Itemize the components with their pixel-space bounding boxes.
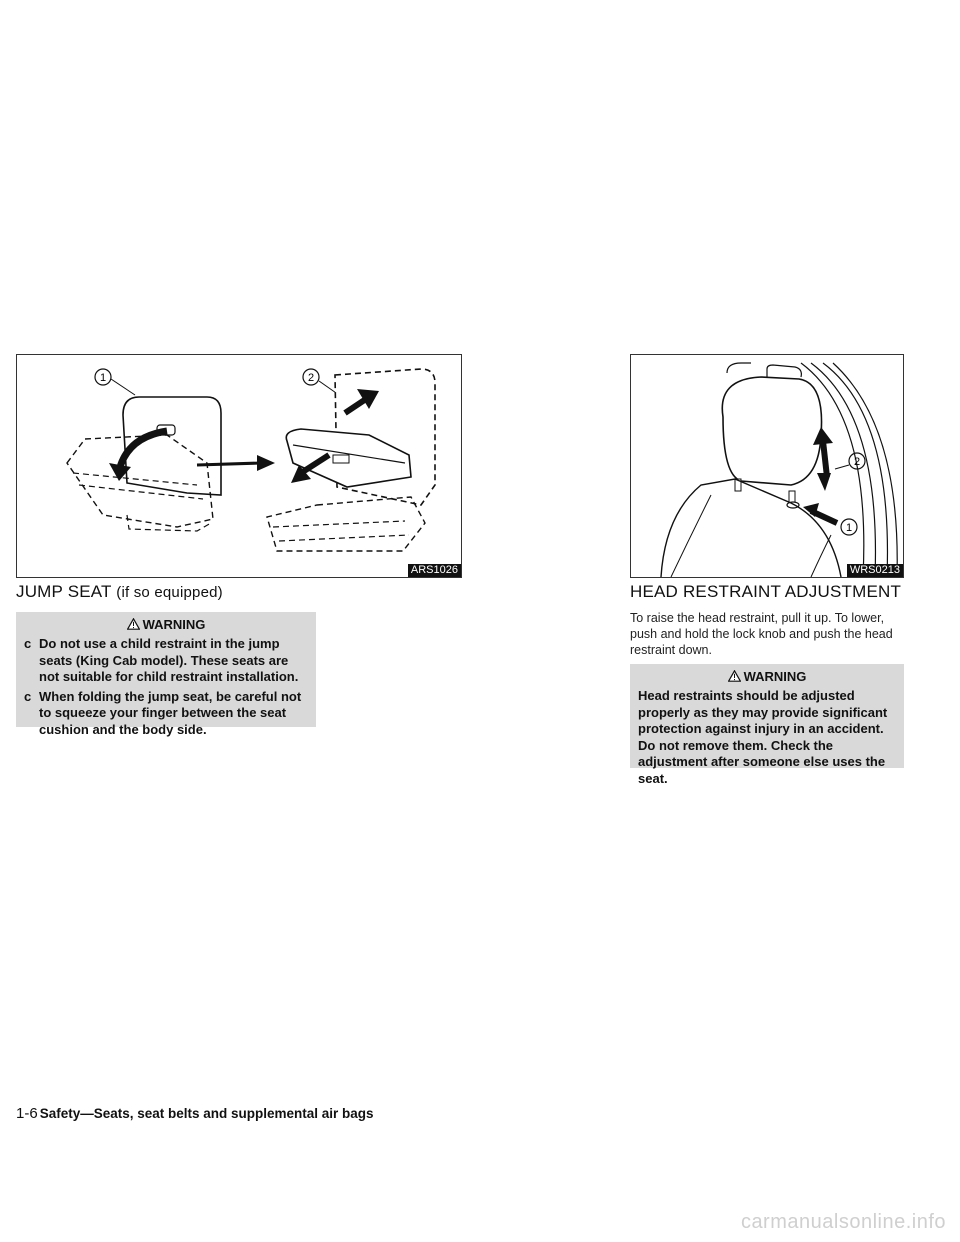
jump-seat-title-sub: (if so equipped) bbox=[116, 584, 223, 601]
footer-section-title: Safety—Seats, seat belts and supplemental air bags bbox=[39, 1106, 374, 1121]
watermark-text: carmanualsonline.info bbox=[740, 1211, 946, 1233]
bullet-glyph: c bbox=[24, 636, 32, 651]
warning-header bbox=[638, 664, 896, 688]
jump-seat-title-main: JUMP SEAT bbox=[16, 582, 112, 601]
bullet-glyph: c bbox=[24, 688, 32, 704]
head-restraint-illustration bbox=[631, 355, 903, 577]
head-restraint-warning-box bbox=[630, 664, 904, 786]
head-restraint-shape bbox=[722, 377, 821, 485]
jump-seat-warning-box bbox=[16, 612, 316, 737]
head-restraint-body: To raise the head restraint, pull it up. To lower, push and hold the lock knob and push the head restraint down. bbox=[630, 611, 893, 657]
warning-item-text: When folding the jump seat, be careful not to squeeze your finger between the seat cushion and the body side. bbox=[39, 688, 302, 737]
page-footer bbox=[16, 1105, 374, 1122]
warning-label: WARNING bbox=[142, 616, 206, 632]
warning-triangle-icon bbox=[127, 618, 140, 630]
page-number: 1-6 bbox=[16, 1105, 38, 1122]
figure-code-left: ARS1026 bbox=[408, 564, 461, 577]
callout-1: 1 bbox=[99, 372, 107, 384]
warning-label: WARNING bbox=[743, 668, 807, 684]
callout-1: 1 bbox=[845, 522, 853, 534]
warning-header bbox=[24, 612, 308, 636]
callout-2: 2 bbox=[307, 372, 315, 384]
warning-triangle-icon bbox=[728, 670, 741, 682]
warning-item-text: Do not use a child restraint in the jump seats (King Cab model). These seats are not suitable for child restraint installation. bbox=[39, 636, 299, 684]
jump-seat-figure bbox=[16, 354, 462, 578]
callout-2: 2 bbox=[853, 456, 861, 468]
jump-seat-illustration bbox=[17, 355, 461, 577]
warning-text: Head restraints should be adjusted properly as they may provide significant protection against injury in an accident. Do not remove them. Check the adjustment after someone else uses the seat. bbox=[638, 688, 888, 786]
warning-item bbox=[24, 689, 308, 739]
jump-seat-title bbox=[16, 582, 223, 602]
warning-list bbox=[24, 636, 308, 738]
head-restraint-figure bbox=[630, 354, 904, 578]
head-restraint-title: HEAD RESTRAINT ADJUSTMENT bbox=[630, 582, 902, 601]
figure-code-right: WRS0213 bbox=[847, 564, 903, 577]
warning-item bbox=[24, 636, 308, 686]
